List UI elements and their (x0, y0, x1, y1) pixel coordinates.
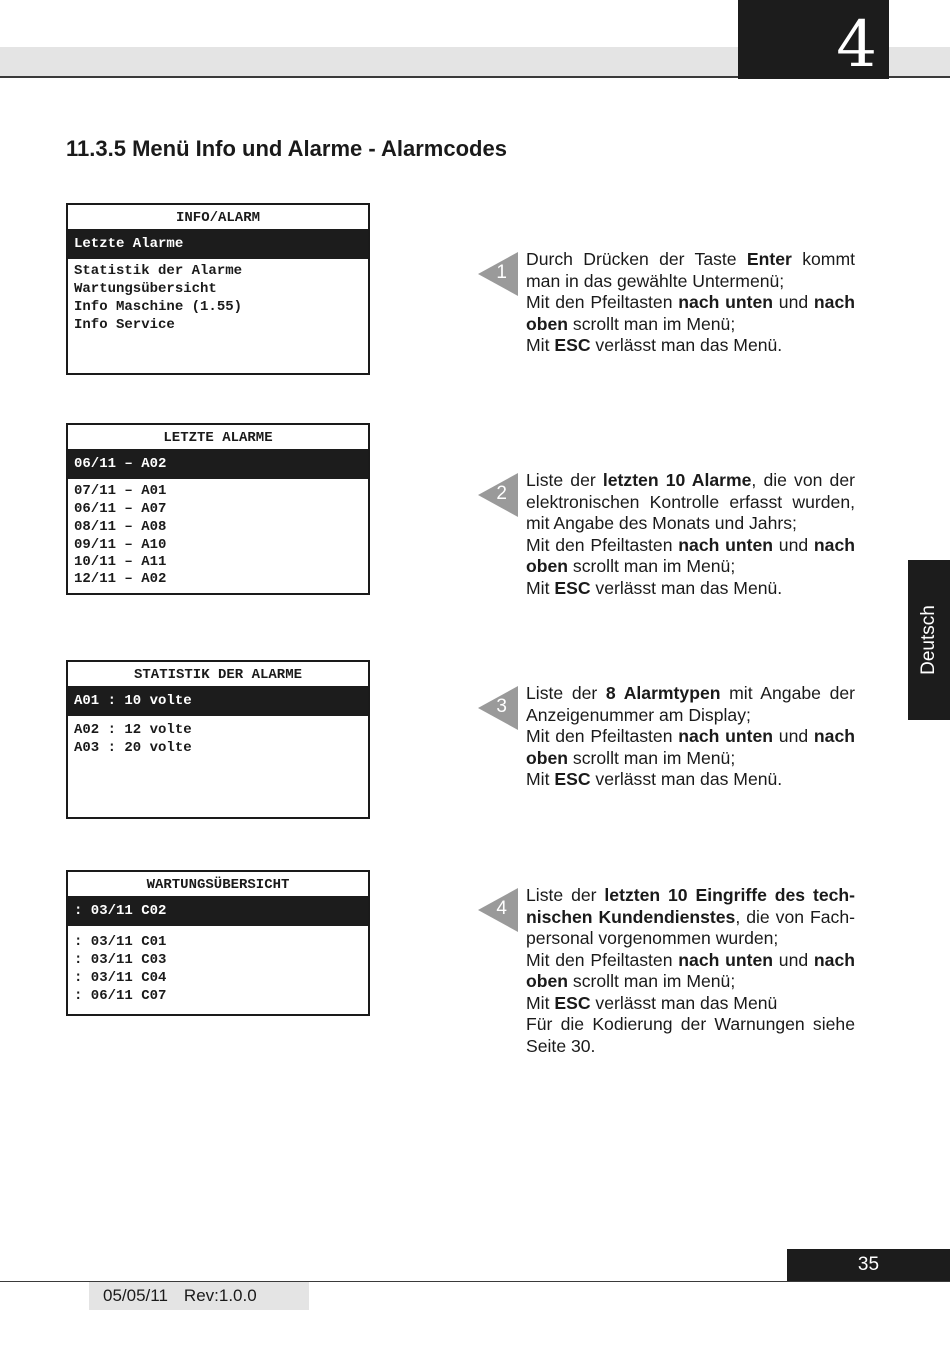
lcd-panel-info-alarm (66, 203, 370, 375)
section-title: 11.3.5 Menü Info und Alarme - Alarmcodes (66, 136, 507, 161)
list-item: : 06/11 C07 (74, 988, 167, 1004)
description-line (526, 950, 855, 993)
list-item: : 03/11 C01 (74, 934, 167, 950)
panel-title: LETZTE ALARME (163, 430, 273, 446)
emphasis-text: ESC (554, 577, 591, 598)
lcd-panel-statistik-der-alarme (66, 660, 370, 819)
step-number: 4 (496, 898, 507, 919)
lcd-panel-letzte-alarme (66, 423, 370, 595)
emphasis-text: nach unten (678, 534, 774, 555)
panel-selected-item: Letzte Alarme (68, 229, 368, 259)
emphasis-text: ESC (554, 335, 591, 355)
list-item: 08/11 – A08 (74, 519, 167, 535)
chapter-number: 4 (836, 8, 877, 82)
text-run: mit Angabe der Anzeigenummer am Display; (526, 683, 856, 725)
footer-revision: Rev:1.0.0 (183, 1286, 257, 1305)
list-item: A03 : 20 volte (74, 740, 192, 756)
emphasis-text: letzten 10 Alarme (602, 470, 752, 490)
text-run: scrollt man im Menü; (568, 971, 736, 991)
text-run: Durch Drücken der Taste (526, 249, 747, 269)
emphasis-text: nach oben (526, 292, 855, 334)
text-run: scrollt man im Menü; (568, 313, 736, 334)
description-line (526, 885, 855, 950)
list-item: Info Maschine (1.55) (74, 299, 243, 315)
description-line (526, 726, 855, 769)
text-run: Mit den Pfeiltasten (526, 534, 679, 555)
panel-item-list (68, 716, 368, 757)
page-number: 35 (787, 1249, 950, 1281)
list-item: : 03/11 C03 (74, 952, 167, 968)
text-run: Mit den Pfeiltasten (526, 949, 679, 970)
list-item: Statistik der Alarme (74, 263, 243, 279)
list-item: : 03/11 C04 (74, 970, 167, 986)
list-item: 06/11 – A07 (74, 501, 167, 517)
text-run: Mit den Pfeiltasten (526, 726, 679, 746)
panel-item-list (68, 926, 368, 1005)
text-run: , die von Fach-personal vorgenommen wurden; (526, 906, 855, 948)
panel-selected-item: 06/11 – A02 (68, 449, 368, 479)
description-line (526, 1014, 855, 1057)
panel-item-list (68, 479, 368, 588)
chapter-tab (738, 0, 889, 82)
list-item: 12/11 – A02 (74, 571, 167, 587)
emphasis-text: nach oben (526, 534, 855, 576)
text-run: verlässt man das Menü. (590, 577, 783, 598)
step-number: 1 (496, 262, 507, 283)
emphasis-text: letzten 10 Eingriffe des tech-nischen Kundendienstes (526, 885, 856, 927)
list-item: 07/11 – A01 (74, 483, 167, 499)
description-line (526, 335, 855, 357)
emphasis-text: ESC (554, 769, 591, 789)
text-run: verlässt man das Menü. (590, 335, 783, 355)
step-number: 3 (496, 696, 507, 717)
text-run: Für die Kodierung der Warnungen siehe Seite 30. (526, 1014, 855, 1056)
description-line (526, 535, 855, 578)
panel-title: INFO/ALARM (175, 210, 260, 226)
text-run: kommt man in das gewählte Untermenü; (526, 249, 855, 291)
panel-title: WARTUNGSÜBERSICHT (146, 877, 290, 893)
step-marker-2 (478, 473, 518, 517)
text-run: Mit (526, 577, 555, 598)
language-label: Deutsch (918, 605, 939, 675)
step-description-3 (526, 683, 855, 791)
text-run: Mit (526, 769, 555, 789)
language-tab (908, 560, 950, 720)
emphasis-text: nach unten (678, 292, 774, 312)
description-line (526, 578, 855, 600)
text-run: und (773, 726, 814, 746)
emphasis-text: nach oben (526, 726, 855, 768)
step-description-2 (526, 470, 855, 599)
list-item: 09/11 – A10 (74, 537, 167, 553)
step-description-4 (526, 885, 855, 1057)
panel-selected-item: : 03/11 C02 (68, 896, 368, 926)
emphasis-text: nach unten (678, 949, 774, 970)
lcd-panel-wartungsuebersicht (66, 870, 370, 1016)
text-run: verlässt man das Menü. (590, 769, 783, 789)
footer-date: 05/05/11 (103, 1286, 168, 1305)
text-run: Liste der (526, 885, 605, 905)
emphasis-text: nach unten (678, 726, 774, 746)
step-marker-4 (478, 888, 518, 932)
panel-title: STATISTIK DER ALARME (133, 667, 303, 683)
text-run: Mit (526, 335, 555, 355)
step-number: 2 (496, 483, 507, 504)
description-line (526, 292, 855, 335)
text-run: scrollt man im Menü; (568, 556, 736, 576)
list-item: A02 : 12 volte (74, 722, 192, 738)
text-run: und (773, 292, 814, 312)
text-run: , die von der elektronischen Kontrolle erfasst wurden, mit Angabe des Monats und Jahrs; (526, 470, 855, 533)
emphasis-text: ESC (554, 992, 591, 1013)
list-item: 10/11 – A11 (74, 554, 167, 570)
text-run: Mit (526, 992, 555, 1013)
text-run: und (773, 949, 814, 970)
list-item: Wartungsübersicht (74, 281, 217, 297)
description-line (526, 683, 855, 726)
step-marker-3 (478, 686, 518, 730)
description-line (526, 769, 855, 791)
text-run: Liste der (526, 683, 606, 703)
emphasis-text: 8 Alarmtypen (605, 683, 721, 703)
panel-selected-item: A01 : 10 volte (68, 686, 368, 716)
list-item: Info Service (74, 317, 175, 333)
emphasis-text: nach oben (526, 949, 855, 991)
description-line (526, 993, 855, 1015)
text-run: Liste der (526, 470, 603, 490)
text-run: und (773, 534, 814, 555)
step-description-1 (526, 249, 855, 357)
panel-item-list (68, 259, 368, 334)
revision-stamp (89, 1282, 309, 1310)
text-run: Mit den Pfeiltasten (526, 292, 679, 312)
text-run: scrollt man im Menü; (568, 747, 736, 768)
step-marker-1 (478, 252, 518, 296)
description-line (526, 470, 855, 535)
description-line (526, 249, 855, 292)
text-run: verlässt man das Menü (590, 992, 778, 1013)
emphasis-text: Enter (746, 249, 792, 269)
